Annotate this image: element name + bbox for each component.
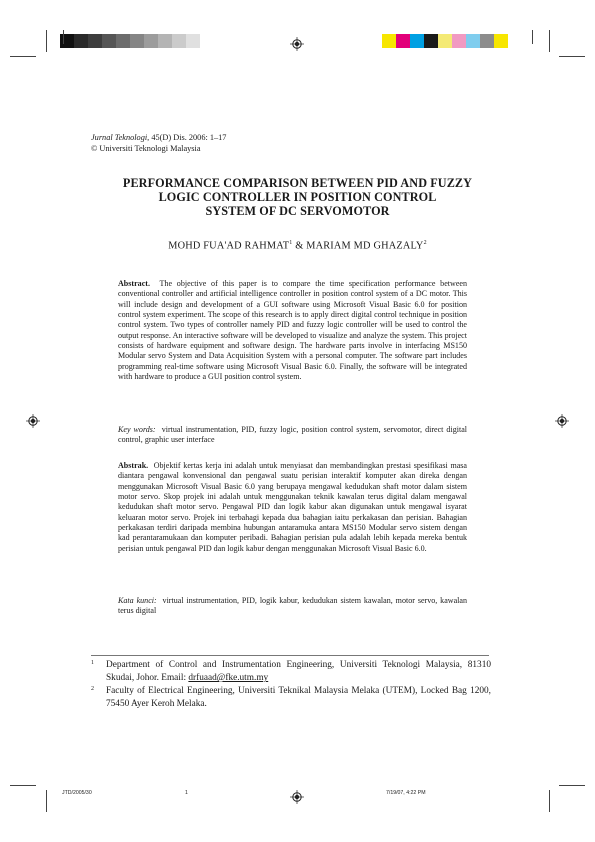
title-line: SYSTEM OF DC SERVOMOTOR <box>205 204 390 218</box>
color-swatch <box>494 34 508 48</box>
abstract-label: Abstract. <box>118 279 150 288</box>
author-name: MOHD FUA'AD RAHMAT <box>168 240 290 252</box>
color-swatch <box>410 34 424 48</box>
color-swatch <box>130 34 144 48</box>
keywords-text: virtual instrumentation, PID, fuzzy logic, position control system, servomotor, direct digital control, graphic user interface <box>118 425 467 445</box>
abstract <box>118 279 467 382</box>
journal-issue: , 45(D) Dis. 2006: 1–17 <box>147 133 227 142</box>
color-swatch <box>74 34 88 48</box>
journal-citation <box>91 132 226 154</box>
color-swatch <box>466 34 480 48</box>
footnote <box>91 685 491 711</box>
kata-kunci <box>118 596 467 617</box>
author-affiliation-mark: 1 <box>289 240 293 246</box>
crop-mark <box>549 790 550 812</box>
copyright: © Universiti Teknologi Malaysia <box>91 144 201 153</box>
crop-mark <box>532 30 533 44</box>
crop-mark <box>559 56 585 57</box>
slug-file: JTD/2005/30 <box>62 790 92 796</box>
color-swatch <box>396 34 410 48</box>
color-swatch <box>438 34 452 48</box>
color-swatch <box>88 34 102 48</box>
color-swatch <box>382 34 396 48</box>
abstract-text: The objective of this paper is to compare the time specification performance between conventional controller and artificial intelligence controller in position control system of a DC motor. This will include design and development of a GUI software using Microsoft Visual Basic 6.0 for position control system experiment. The scope of this research is to apply direct digital control technique in position control system. Two types of controller namely PID and fuzzy logic controller will be used to control the output response. An interactive software will be developed to visualize and analyze the system. This project consists of hardware equipment and software design. The hardware parts involve in interfacing MS150 Modular servo System and Data Acquisition System with a personal computer. The software part includes programming real-time software using Microsoft Visual Basic 6.0. Finally, the software will be integrated with hardware to produce a GUI position control system. <box>118 279 467 382</box>
authors <box>100 240 495 251</box>
author-affiliation-mark: 2 <box>423 240 427 246</box>
footnote-text: Faculty of Electrical Engineering, Universiti Teknikal Malaysia Melaka (UTEM), Locked Bag 1200, 75450 Ayer Keroh Melaka. <box>106 686 491 710</box>
footnote-number: 2 <box>91 686 94 692</box>
crop-mark <box>549 30 550 52</box>
abstrak <box>118 461 467 554</box>
crop-mark <box>10 785 36 786</box>
slug-datetime: 7/19/07, 4:22 PM <box>386 790 426 796</box>
author-separator: & <box>292 240 307 252</box>
registration-mark-icon <box>555 414 569 428</box>
abstrak-label: Abstrak. <box>118 461 149 470</box>
process-color-bar <box>382 34 508 48</box>
kata-kunci-text: virtual instrumentation, PID, logik kabur, kedudukan sistem kawalan, motor servo, kawalan terus digital <box>118 596 467 616</box>
footnote <box>91 659 491 685</box>
kata-kunci-label: Kata kunci: <box>118 596 157 605</box>
title-line: PERFORMANCE COMPARISON BETWEEN PID AND FUZZY <box>122 176 473 190</box>
crop-mark <box>46 30 47 52</box>
color-swatch <box>186 34 200 48</box>
keywords <box>118 425 467 446</box>
author-name: MARIAM MD GHAZALY <box>306 240 424 252</box>
color-swatch <box>158 34 172 48</box>
color-swatch <box>172 34 186 48</box>
color-swatch <box>452 34 466 48</box>
registration-mark-icon <box>290 37 304 51</box>
paper-title <box>100 176 495 218</box>
footnote-text: Department of Control and Instrumentation Engineering, Universiti Teknologi Malaysia, 81310 Skudai, Johor. Email: <box>106 660 491 684</box>
slug-page: 1 <box>185 790 188 796</box>
title-line: LOGIC CONTROLLER IN POSITION CONTROL <box>158 190 437 204</box>
color-swatch <box>144 34 158 48</box>
registration-mark-icon <box>26 414 40 428</box>
registration-mark-icon <box>290 790 304 804</box>
keywords-label: Key words: <box>118 425 156 434</box>
color-swatch <box>480 34 494 48</box>
email-link[interactable]: drfuaad@fke.utm.my <box>188 673 269 684</box>
crop-mark <box>63 30 64 44</box>
crop-mark <box>559 785 585 786</box>
footnote-divider <box>91 655 489 656</box>
color-swatch <box>424 34 438 48</box>
crop-mark <box>10 56 36 57</box>
grayscale-color-bar <box>60 34 200 48</box>
color-swatch <box>102 34 116 48</box>
journal-name: Jurnal Teknologi <box>91 133 148 142</box>
abstrak-text: Objektif kertas kerja ini adalah untuk menyiasat dan membandingkan prestasi spesifikasi masa diantara pengawal konvensional dan pengawal suatu perisian interaktif komputer akan direka dengan menggunakan Microsoft Visual Basic 6.0 yang berupaya mengawal kedudukan shaft motor dalam sistem motor servo. Skop projek ini adalah untuk menggunakan teknik kawalan terus digital dalam mengawal kedudukan shaft motor servo. Pengawal PID dan logik kabur akan digunakan untuk mengawal isyarat keluaran motor servo. Projek ini terbahagi kepada dua bahagian iaitu perkakasan dan perisian. Bahagian perkakasan terdiri daripada membina hubungan antaramuka antara MS150 Modular servo sistem dengan kad perantaramukaan dan komputer peribadi. Bahagian perisian pula adalah lebih kepada mereka bentuk perisian untuk pengawal PID dan logik kabur dengan menggunakan Microsoft Visual Basic 6.0. <box>118 461 467 553</box>
footnote-number: 1 <box>91 660 94 666</box>
color-swatch <box>116 34 130 48</box>
crop-mark <box>46 790 47 812</box>
